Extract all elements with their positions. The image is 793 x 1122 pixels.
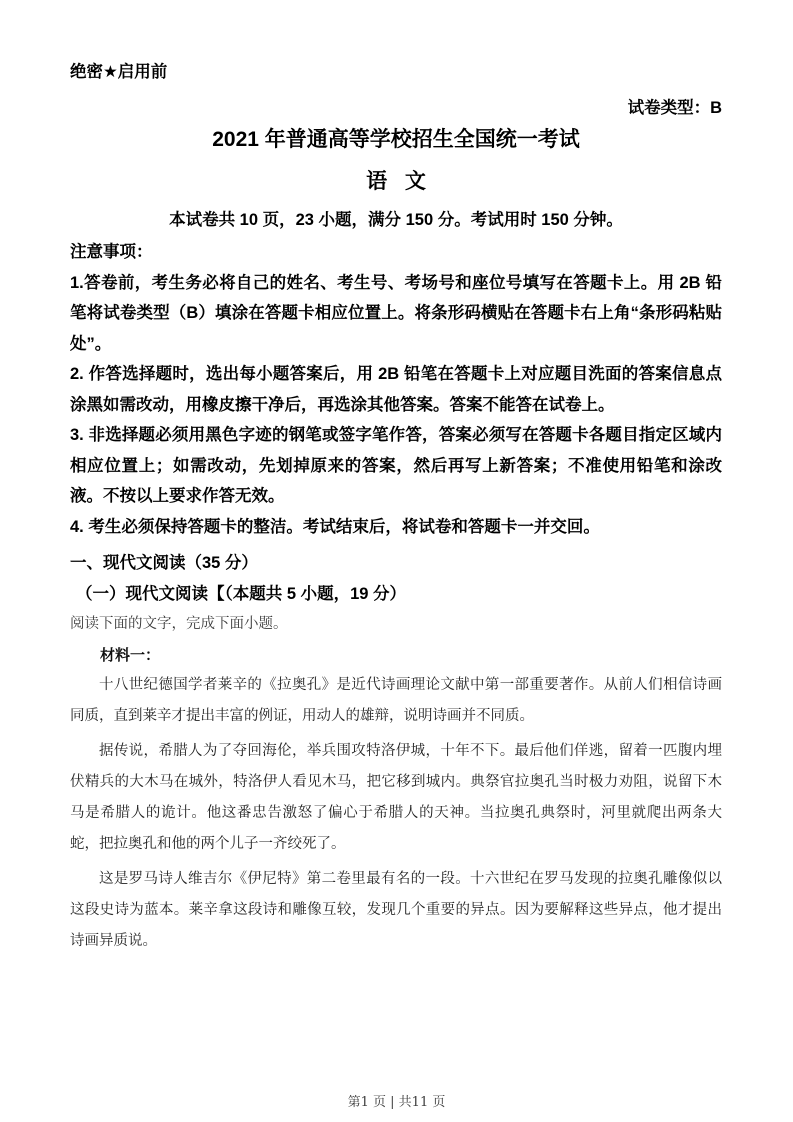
notice-item-1: 1.答卷前，考生务必将自己的姓名、考生号、考场号和座位号填写在答题卡上。用 2B 铅笔将试卷类型（B）填涂在答题卡相应位置上。将条形码横贴在答题卡右上角“条形码粘贴处”。 <box>70 273 722 353</box>
classification-label: 绝密★启用前 <box>70 63 168 81</box>
notice-item-4: 4. 考生必须保持答题卡的整洁。考试结束后，将试卷和答题卡一并交回。 <box>70 517 600 536</box>
section-1-heading: 一、现代文阅读（35 分） <box>70 554 258 572</box>
exam-info-line: 本试卷共 10 页，23 小题，满分 150 分。考试用时 150 分钟。 <box>169 211 623 229</box>
page-number-indicator: 第1 页 | 共11 页 <box>347 1095 446 1110</box>
material-paragraph-3: 这是罗马诗人维吉尔《伊尼特》第二卷里最有名的一段。十六世纪在罗马发现的拉奥孔雕像似以这段史诗为蓝本。莱辛拿这段诗和雕像互较，发现几个重要的异点。因为要解释这些异点，他才提出诗画异质说。 <box>70 871 722 949</box>
paper-type-label: 试卷类型：B <box>627 99 722 117</box>
material-1-label: 材料一： <box>100 645 161 664</box>
exam-title: 2021 年普通高等学校招生全国统一考试 <box>212 128 580 151</box>
subject-title: 语 文 <box>366 170 426 193</box>
reading-instruction: 阅读下面的文字，完成下面小题。 <box>70 616 288 632</box>
page-footer <box>0 1091 793 1110</box>
material-paragraph-2: 据传说，希腊人为了夺回海伦，举兵围攻特洛伊城，十年不下。最后他们佯逃，留着一匹腹内埋伏精兵的大木马在城外，特洛伊人看见木马，把它移到城内。典祭官拉奥孔当时极力劝阻，说留下木马是希腊人的诡计。他这番忠告激怒了偏心于希腊人的天神。当拉奥孔典祭时，河里就爬出两条大蛇，把拉奥孔和他的两个儿子一齐绞死了。 <box>70 743 722 852</box>
material-paragraph-1: 十八世纪德国学者莱辛的《拉奥孔》是近代诗画理论文献中第一部重要著作。从前人们相信诗画同质，直到莱辛才提出丰富的例证，用动人的雄辩，说明诗画并不同质。 <box>70 677 722 724</box>
notice-item-3: 3. 非选择题必须用黑色字迹的钢笔或签字笔作答，答案必须写在答题卡各题目指定区域内相应位置上；如需改动，先划掉原来的答案，然后再写上新答案；不准使用铅笔和涂改液。不按以上要求作答无效。 <box>70 426 722 505</box>
notice-heading: 注意事项： <box>70 243 153 261</box>
notice-item-2: 2. 作答选择题时，选出每小题答案后，用 2B 铅笔在答题卡上对应题目洗面的答案信息点涂黑如需改动，用橡皮擦干净后，再选涂其他答案。答案不能答在试卷上。 <box>70 365 722 414</box>
subsection-1-heading: （一）现代文阅读【（本题共 5 小题，19 分） <box>76 584 407 603</box>
